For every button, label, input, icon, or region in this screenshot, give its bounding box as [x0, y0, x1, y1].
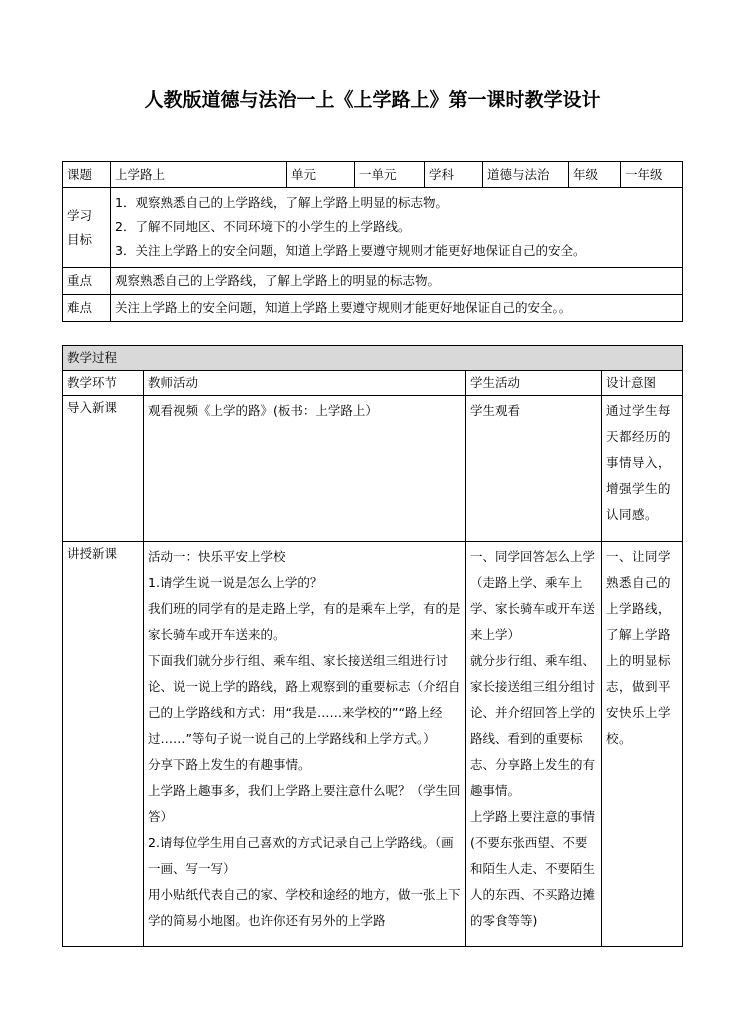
subject-value: 道德与法治	[483, 162, 569, 188]
difficult-point-value: 关注上学路上的安全问题，知道上学路上要遵守规则才能更好地保证自己的安全。。	[111, 295, 683, 322]
stage-cell: 导入新课	[63, 396, 144, 542]
teacher-activity-cell	[144, 542, 466, 947]
col-student-header: 学生活动	[466, 371, 602, 396]
design-intent-cell: 通过学生每天都经历的事情导入，增强学生的认同感。	[602, 396, 683, 542]
lesson-info-table	[62, 161, 683, 322]
unit-value: 一单元	[355, 162, 425, 188]
design-intent-cell: 一、让同学熟悉自己的上学路线，了解上学路上的明显标志，做到平安快乐上学校。	[602, 542, 683, 947]
teaching-process-table	[62, 345, 683, 947]
teacher-paragraph: 下面我们就分步行组、乘车组、家长接送组三组进行讨论、说一说上学的路线，路上观察到的重要标志（介绍自己的上学路线和方式：用“我是……来学校的”“路上经过……”等句子说一说自己的上学路线和上学方式。）	[148, 653, 461, 746]
grade-label: 年级	[569, 162, 621, 188]
table-row	[63, 396, 683, 542]
goals-label-line: 学习	[67, 207, 93, 223]
goals-label	[63, 188, 111, 268]
table-row	[63, 542, 683, 947]
student-activity-cell	[466, 542, 602, 947]
key-point-label: 重点	[63, 268, 111, 295]
student-paragraph: 就分步行组、乘车组、家长接送组三组分组讨论、并介绍回答上学的路线、看到的重要标志、分享路上发生的有趣事情。	[470, 653, 596, 798]
difficult-point-label: 难点	[63, 295, 111, 322]
teacher-paragraph: 活动一：快乐平安上学校	[148, 549, 286, 564]
goal-item: 1．观察熟悉自己的上学路线，了解上学路上明显的标志物。	[115, 195, 448, 210]
goal-item: 2．了解不同地区、不同环境下的小学生的上学路线。	[115, 219, 411, 234]
col-stage-header: 教学环节	[63, 371, 144, 396]
teacher-paragraph: 用小贴纸代表自己的家、学校和途经的地方，做一张上下学的简易小地图。也许你还有另外的上学路	[148, 887, 461, 928]
unit-label: 单元	[287, 162, 355, 188]
teacher-paragraph: 分享下路上发生的有趣事情。	[148, 757, 311, 772]
key-point-value: 观察熟悉自己的上学路线，了解上学路上的明显的标志物。	[111, 268, 683, 295]
grade-value: 一年级	[621, 162, 683, 188]
col-teacher-header: 教师活动	[144, 371, 466, 396]
page-title: 人教版道德与法治一上《上学路上》第一课时教学设计	[144, 89, 601, 111]
student-paragraph: 上学路上要注意的事情(不要东张西望、不要和陌生人走、不要陌生人的东西、不买路边摊的零食等等)	[470, 809, 596, 928]
course-label: 课题	[63, 162, 111, 188]
teacher-paragraph: 我们班的同学有的是走路上学，有的是乘车上学，有的是家长骑车或开车送来的。	[148, 601, 461, 642]
teacher-activity-cell: 观看视频《上学的路》(板书：上学路上）	[144, 396, 466, 542]
student-activity-cell: 学生观看	[466, 396, 602, 542]
subject-label: 学科	[425, 162, 483, 188]
col-intent-header: 设计意图	[602, 371, 683, 396]
stage-cell: 讲授新课	[63, 542, 144, 947]
student-paragraph: 一、同学回答怎么上学（走路上学、乘车上学、家长骑车或开车送来上学）	[470, 549, 596, 642]
goal-item: 3．关注上学路上的安全问题，知道上学路上要遵守规则才能更好地保证自己的安全。	[115, 243, 586, 258]
course-value: 上学路上	[111, 162, 287, 188]
goals-label-line: 目标	[67, 231, 93, 247]
goals-cell	[111, 188, 683, 268]
teacher-paragraph: 2.请每位学生用自己喜欢的方式记录自己上学路线。（画一画、写一写）	[148, 835, 454, 876]
teacher-paragraph: 1.请学生说一说是怎么上学的？	[148, 575, 323, 590]
process-header: 教学过程	[63, 346, 683, 371]
teacher-paragraph: 上学路上趣事多，我们上学路上要注意什么呢？（学生回答）	[148, 783, 461, 824]
